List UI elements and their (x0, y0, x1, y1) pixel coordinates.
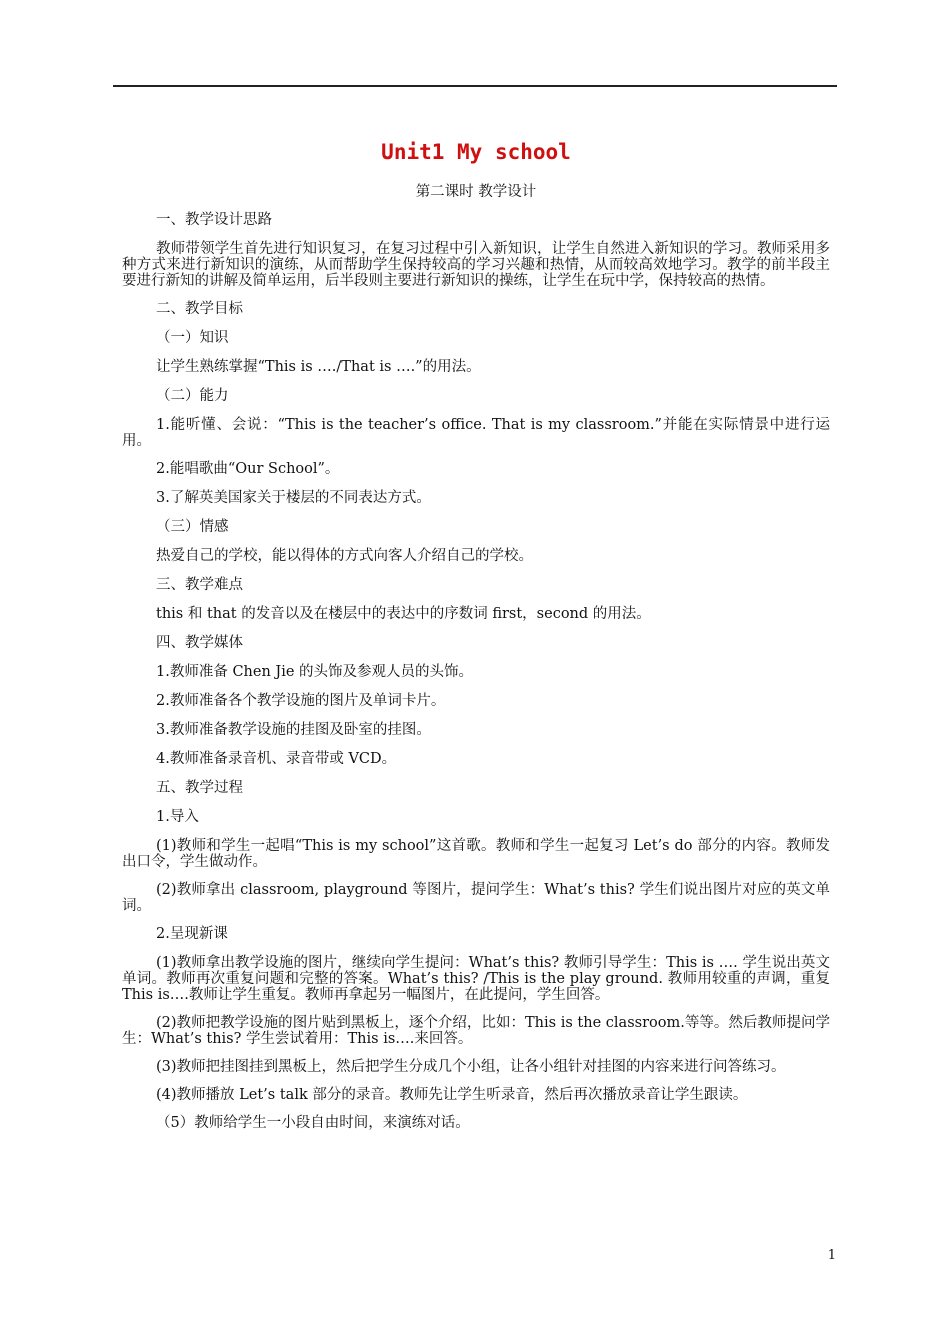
paragraph: 1.教师准备 Chen Jie 的头饰及参观人员的头饰。 (156, 664, 474, 680)
document-title: Unit1 My school (381, 140, 571, 164)
paragraph: 3.教师准备教学设施的挂图及卧室的挂图。 (156, 722, 431, 738)
paragraph: 2.教师准备各个教学设施的图片及单词卡片。 (156, 693, 446, 709)
section-heading: 一、教学设计思路 (156, 212, 272, 228)
document-subtitle: 第二课时 教学设计 (415, 184, 537, 200)
section-heading: 二、教学目标 (156, 301, 243, 317)
document-body (122, 138, 830, 1144)
paragraph: (1)教师拿出教学设施的图片，继续向学生提问：What’s this? 教师引导学生：This is …. 学生说出英文单词。教师再次重复问题和完整的答案。What’s this? ∕This is the play ground. 教师用较重的声调，重复 This is….教师让学生重复。教师再拿起另一幅图片，在此提问，学生回答。 (122, 955, 830, 1003)
section-heading: 四、教学媒体 (156, 635, 243, 651)
paragraph: （5）教师给学生一小段自由时间，来演练对话。 (156, 1115, 470, 1131)
section-heading: 五、教学过程 (156, 780, 243, 796)
paragraph: 4.教师准备录音机、录音带或 VCD。 (156, 751, 397, 767)
paragraph: (1)教师和学生一起唱“This is my school”这首歌。教师和学生一起复习 Let’s do 部分的内容。教师发出口令，学生做动作。 (122, 838, 830, 870)
subsection-heading: （三）情感 (156, 519, 229, 535)
paragraph: (3)教师把挂图挂到黑板上，然后把学生分成几个小组，让各小组针对挂图的内容来进行问答练习。 (156, 1059, 786, 1075)
paragraph: 热爱自己的学校，能以得体的方式向客人介绍自己的学校。 (156, 548, 533, 564)
subsection-heading: 1.导入 (156, 809, 199, 825)
subsection-heading: （一）知识 (156, 330, 229, 346)
section-heading: 三、教学难点 (156, 577, 243, 593)
paragraph: 教师带领学生首先进行知识复习，在复习过程中引入新知识，让学生自然进入新知识的学习。教师采用多种方式来进行新知识的演练，从而帮助学生保持较高的学习兴趣和热情，从而较高效地学习。教学的前半段主要进行新知的讲解及简单运用，后半段则主要进行新知识的操练，让学生在玩中学，保持较高的热情。 (122, 241, 830, 289)
paragraph: (2)教师拿出 classroom, playground 等图片，提问学生：What’s this? 学生们说出图片对应的英文单词。 (122, 882, 830, 914)
subsection-heading: （二）能力 (156, 388, 229, 404)
paragraph: 1.能听懂、会说：“This is the teacher’s office. That is my classroom.”并能在实际情景中进行运用。 (122, 417, 830, 449)
paragraph: 2.能唱歌曲“Our School”。 (156, 461, 340, 477)
header-rule (113, 85, 837, 87)
paragraph: 3.了解英美国家关于楼层的不同表达方式。 (156, 490, 431, 506)
page-number: 1 (827, 1248, 836, 1263)
paragraph: (4)教师播放 Let’s talk 部分的录音。教师先让学生听录音，然后再次播放录音让学生跟读。 (156, 1087, 748, 1103)
paragraph: (2)教师把教学设施的图片贴到黑板上，逐个介绍，比如：This is the classroom.等等。然后教师提问学生：What’s this? 学生尝试着用：This is….来回答。 (122, 1015, 830, 1047)
paragraph: 让学生熟练掌握“This is ….∕That is ….”的用法。 (156, 359, 481, 375)
paragraph: this 和 that 的发音以及在楼层中的表达中的序数词 first，second 的用法。 (156, 606, 651, 622)
subsection-heading: 2.呈现新课 (156, 926, 228, 942)
